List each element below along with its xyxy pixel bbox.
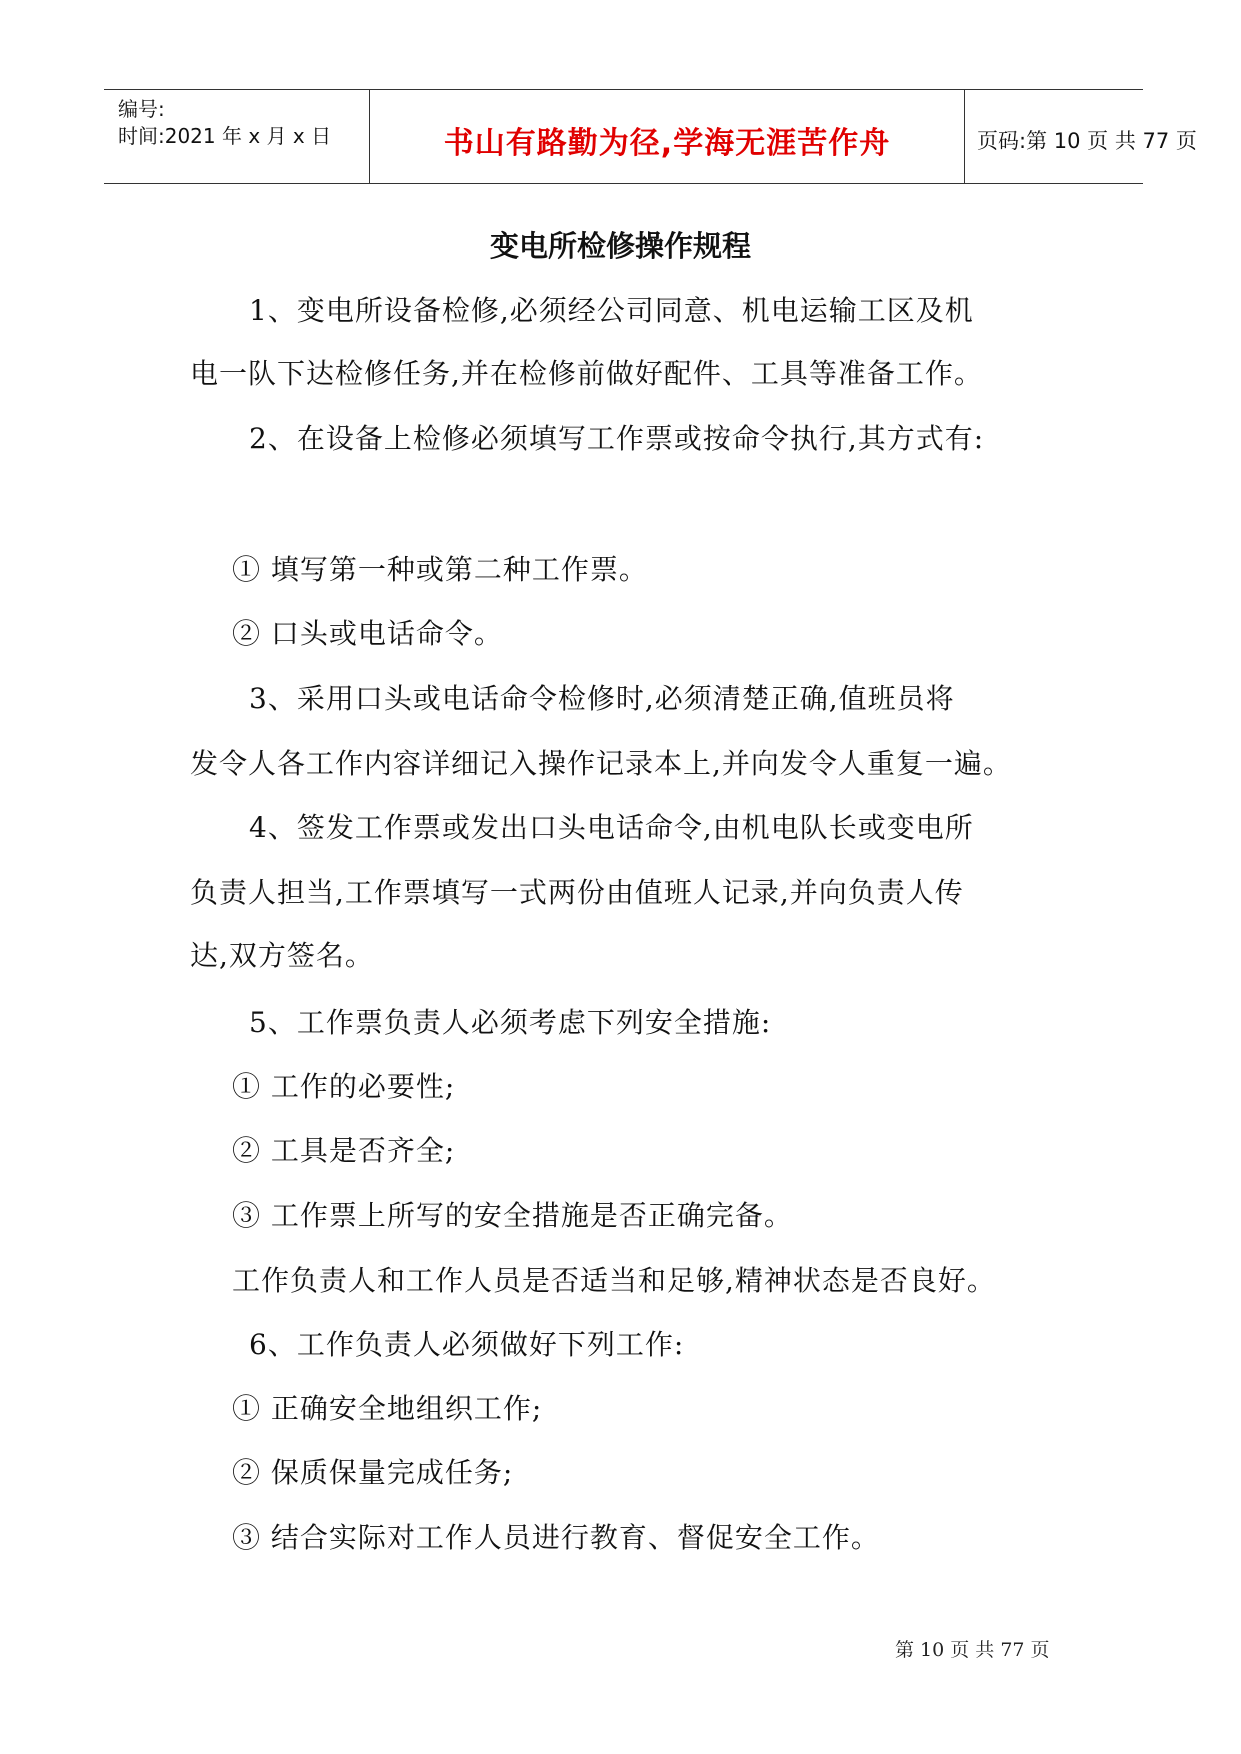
list-item: ② 工具是否齐全; xyxy=(232,1134,456,1167)
body-line: 负责人担当,工作票填写一式两份由值班人记录,并向负责人传 xyxy=(190,876,964,909)
header-meta-cell xyxy=(104,90,370,183)
page-footer: 第 10 页 共 77 页 xyxy=(895,1639,1050,1661)
body-line: 达,双方签名。 xyxy=(190,939,374,972)
list-item: ① 工作的必要性; xyxy=(232,1070,456,1103)
body-line: 1、变电所设备检修,必须经公司同意、机电运输工区及机 xyxy=(249,294,974,327)
body-line: 3、采用口头或电话命令检修时,必须清楚正确,值班员将 xyxy=(249,682,955,715)
document-date-label: 时间:2021 年 x 月 x 日 xyxy=(118,124,332,148)
list-item: ② 口头或电话命令。 xyxy=(232,617,503,650)
body-line: 4、签发工作票或发出口头电话命令,由机电队长或变电所 xyxy=(249,811,974,844)
header-page-info: 页码:第 10 页 共 77 页 xyxy=(977,129,1197,153)
list-item: ① 填写第一种或第二种工作票。 xyxy=(232,553,648,586)
body-line: 电一队下达检修任务,并在检修前做好配件、工具等准备工作。 xyxy=(190,357,983,390)
body-line: 工作负责人和工作人员是否适当和足够,精神状态是否良好。 xyxy=(232,1264,996,1297)
body-line: 6、工作负责人必须做好下列工作: xyxy=(249,1328,685,1361)
document-title: 变电所检修操作规程 xyxy=(489,229,751,263)
header-page-cell xyxy=(965,90,1197,183)
list-item: ② 保质保量完成任务; xyxy=(232,1456,514,1489)
header-motto-cell xyxy=(370,90,965,183)
header-motto: 书山有路勤为径,学海无涯苦作舟 xyxy=(443,126,891,161)
list-item: ③ 结合实际对工作人员进行教育、督促安全工作。 xyxy=(232,1521,880,1554)
document-header xyxy=(104,89,1197,184)
list-item: ① 正确安全地组织工作; xyxy=(232,1392,543,1425)
document-number-label: 编号: xyxy=(118,97,165,121)
body-line: 2、在设备上检修必须填写工作票或按命令执行,其方式有: xyxy=(249,422,985,455)
body-line: 发令人各工作内容详细记入操作记录本上,并向发令人重复一遍。 xyxy=(190,747,1012,780)
list-item: ③ 工作票上所写的安全措施是否正确完备。 xyxy=(232,1199,793,1232)
body-line: 5、工作票负责人必须考虑下列安全措施: xyxy=(249,1006,772,1039)
